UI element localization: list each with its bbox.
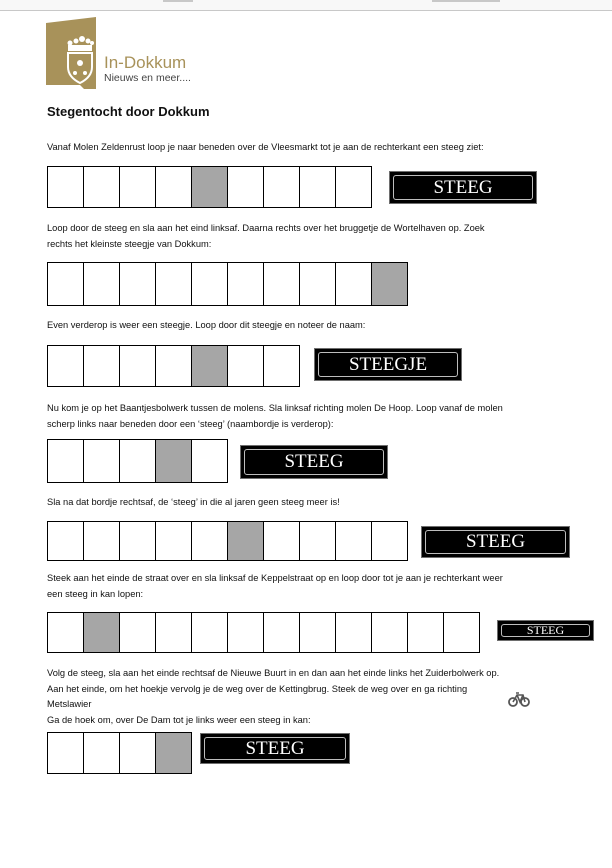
sign-label: STEEG (433, 176, 493, 198)
answer-cell (336, 263, 372, 305)
instruction-text: Sla na dat bordje rechtsaf, de ‘steeg’ in die al jaren geen steeg meer is! (47, 497, 340, 507)
answer-cell (300, 613, 336, 652)
answer-cell (120, 346, 156, 386)
answer-grid (47, 166, 372, 208)
answer-cell (192, 263, 228, 305)
answer-cell (192, 522, 228, 560)
top-toolbar (0, 0, 612, 11)
answer-cell (336, 613, 372, 652)
answer-cell (120, 440, 156, 482)
bicycle-icon (508, 691, 530, 707)
answer-grid (47, 521, 408, 561)
answer-cell (336, 522, 372, 560)
answer-cell (192, 440, 228, 482)
page-title: Stegentocht door Dokkum (47, 104, 210, 119)
instruction-text: Volg de steeg, sla aan het einde rechtsaf de Nieuwe Buurt in en dan aan het einde links het Zuiderbolwerk op. Aan het einde, om het hoekje vervolg je de weg over de Kettingbrug. Steek de weg over en ga richting Metslawier Ga de hoek om, over De Dam tot je links weer een steeg in kan: (47, 668, 500, 725)
answer-cell (48, 733, 84, 773)
street-sign (240, 445, 388, 479)
answer-cell (84, 167, 120, 207)
answer-cell (48, 613, 84, 652)
answer-cell (264, 167, 300, 207)
logo-name: In-Dokkum (104, 53, 187, 72)
sign-label: STEEG (526, 623, 565, 637)
instruction-text: Steek aan het einde de straat over en sla linksaf de Keppelstraat op en loop door tot je aan je rechterkant weer een steeg in kan lopen: (47, 573, 503, 599)
answer-cell (156, 613, 192, 652)
answer-cell-highlighted (372, 263, 408, 305)
answer-cell (228, 346, 264, 386)
sign-label: STEEG (284, 451, 344, 472)
answer-cell-highlighted (228, 522, 264, 560)
answer-grid (47, 262, 408, 306)
answer-cell (156, 346, 192, 386)
street-sign (497, 620, 594, 641)
answer-cell (48, 440, 84, 482)
answer-cell (48, 167, 84, 207)
answer-cell (228, 263, 264, 305)
answer-cell (84, 733, 120, 773)
answer-cell (120, 167, 156, 207)
street-sign (389, 171, 537, 204)
answer-grid (47, 732, 192, 774)
answer-cell (300, 522, 336, 560)
instruction-text: Nu kom je op het Baantjesbolwerk tussen de molens. Sla linksaf richting molen De Hoop. Loop vanaf de molen scherp links naar beneden door een ‘steeg’ (naambordje is verderop): (47, 403, 503, 429)
instruction-text: Even verderop is weer een steegje. Loop door dit steegje en noteer de naam: (47, 320, 366, 330)
answer-cell (336, 167, 372, 207)
answer-cell (84, 346, 120, 386)
answer-cell (300, 263, 336, 305)
answer-cell (228, 167, 264, 207)
answer-cell (264, 522, 300, 560)
answer-cell (156, 167, 192, 207)
answer-cell (264, 263, 300, 305)
answer-cell (156, 522, 192, 560)
answer-grid (47, 345, 300, 387)
answer-cell (48, 522, 84, 560)
instruction-text: Loop door de steeg en sla aan het eind linksaf. Daarna rechts over het bruggetje de Wortelhaven op. Zoek rechts het kleinste steegje van Dokkum: (47, 223, 485, 249)
sign-label: STEEG (465, 531, 526, 552)
toolbar-tab-indicator (432, 0, 500, 2)
answer-cell (48, 263, 84, 305)
answer-cell (84, 440, 120, 482)
answer-cell-highlighted (156, 733, 192, 773)
answer-cell-highlighted (192, 167, 228, 207)
answer-cell (372, 522, 408, 560)
answer-cell (120, 263, 156, 305)
street-sign (200, 733, 350, 764)
answer-cell (228, 613, 264, 652)
sign-label: STEEGJE (348, 353, 428, 375)
answer-cell (408, 613, 444, 652)
answer-cell (120, 733, 156, 773)
instruction-text: Vanaf Molen Zeldenrust loop je naar beneden over de Vleesmarkt tot je aan de rechterkant een steeg ziet: (47, 142, 484, 152)
logo (46, 17, 206, 89)
sign-label: STEEG (245, 737, 305, 759)
toolbar-tab-indicator (163, 0, 193, 2)
answer-cell (156, 263, 192, 305)
answer-cell (120, 613, 156, 652)
answer-cell (372, 613, 408, 652)
answer-cell-highlighted (192, 346, 228, 386)
logo-tagline: Nieuws en meer.... (104, 72, 191, 84)
answer-cell (264, 613, 300, 652)
answer-cell (84, 263, 120, 305)
answer-cell (48, 346, 84, 386)
answer-cell (444, 613, 480, 652)
answer-cell-highlighted (84, 613, 120, 652)
street-sign (314, 348, 462, 381)
answer-grid (47, 439, 228, 483)
street-sign (421, 526, 570, 558)
answer-cell (120, 522, 156, 560)
answer-cell (264, 346, 300, 386)
dokkum-crest-icon (46, 17, 106, 89)
answer-cell (84, 522, 120, 560)
answer-cell-highlighted (156, 440, 192, 482)
answer-cell (192, 613, 228, 652)
answer-cell (300, 167, 336, 207)
answer-grid (47, 612, 480, 653)
